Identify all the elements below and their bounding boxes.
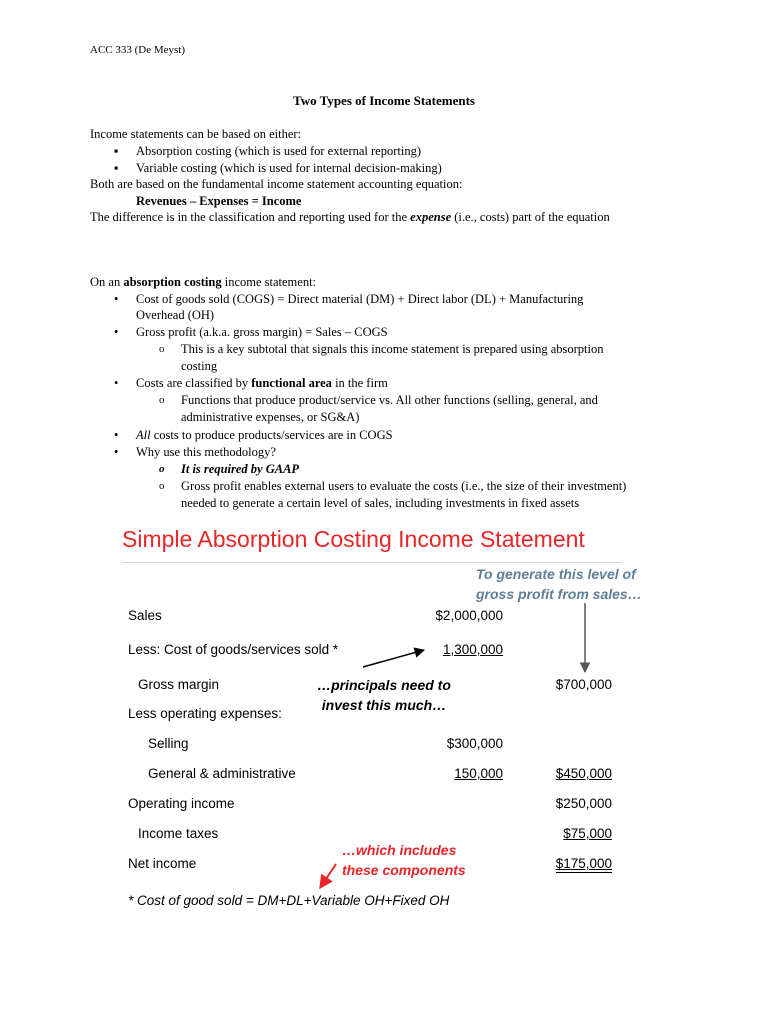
- row-label-sales: Sales: [128, 608, 162, 623]
- total-ga: $450,000: [555, 766, 612, 781]
- list-item: • Why use this methodology?: [136, 444, 276, 461]
- annotation-top: To generate this level of gross profit from sales…: [476, 566, 642, 602]
- row-label-gross-margin: Gross margin: [138, 677, 220, 692]
- list-item: • Costs are classified by functional area in the firm: [136, 375, 388, 392]
- sub-list-item: o Gross profit enables external users to evaluate the costs (i.e., the size of their investment): [181, 478, 626, 495]
- list-item: • Cost of goods sold (COGS) = Direct material (DM) + Direct labor (DL) + Manufacturing: [136, 291, 583, 308]
- total-income-taxes: $75,000: [563, 826, 612, 841]
- row-label-ga: General & administrative: [148, 766, 296, 781]
- total-operating-income: $250,000: [555, 796, 612, 811]
- document-title: Two Types of Income Statements: [293, 93, 475, 108]
- course-header: ACC 333 (De Meyst): [90, 44, 186, 56]
- list-item: ▪ Absorption costing (which is used for external reporting): [136, 143, 421, 160]
- total-gross-margin: $700,000: [555, 677, 612, 692]
- sub-list-item-cont: costing: [181, 359, 218, 373]
- intro-line: Both are based on the fundamental income statement accounting equation:: [90, 177, 463, 191]
- sub-list-item: o This is a key subtotal that signals this income statement is prepared using absorption: [181, 341, 604, 358]
- list-item: ▪ Variable costing (which is used for internal decision-making): [136, 160, 442, 177]
- footnote: * Cost of good sold = DM+DL+Variable OH+Fixed OH: [128, 893, 450, 908]
- equation: Revenues – Expenses = Income: [136, 194, 302, 208]
- list-item: • All costs to produce products/services are in COGS: [136, 427, 393, 444]
- row-label-selling: Selling: [148, 736, 189, 751]
- arrow-down-left-icon: [320, 864, 336, 888]
- total-net-income: $175,000: [555, 856, 612, 871]
- row-label-net-income: Net income: [128, 856, 197, 871]
- arrow-right-icon: [363, 650, 424, 667]
- amount-ga: 150,000: [454, 766, 503, 781]
- sub-list-item: o Functions that produce product/service vs. All other functions (selling, general, and: [181, 392, 598, 409]
- list-item-cont: Overhead (OH): [136, 308, 215, 322]
- sub-list-item-cont: administrative expenses, or SG&A): [181, 410, 360, 424]
- annotation-middle: …principals need to invest this much…: [317, 677, 451, 713]
- difference-line: The difference is in the classification and reporting used for the expense (i.e., costs) part of the equation: [90, 210, 610, 224]
- absorption-lead: On an absorption costing income statement:: [90, 275, 317, 289]
- row-label-cogs: Less: Cost of goods/services sold *: [128, 642, 339, 657]
- amount-selling: $300,000: [446, 736, 503, 751]
- amount-cogs: 1,300,000: [442, 642, 503, 657]
- sub-list-item-cont: needed to generate a certain level of sales, including investments in fixed assets: [181, 496, 580, 510]
- annotation-bottom: …which includes these components: [342, 842, 466, 878]
- sub-list-item: o It is required by GAAP: [181, 461, 299, 478]
- intro-line: Income statements can be based on either:: [90, 127, 302, 141]
- amount-sales: $2,000,000: [435, 608, 503, 623]
- row-label-opex: Less operating expenses:: [128, 706, 282, 721]
- row-label-income-taxes: Income taxes: [138, 826, 219, 841]
- row-label-operating-income: Operating income: [128, 796, 235, 811]
- list-item: • Gross profit (a.k.a. gross margin) = Sales – COGS: [136, 324, 388, 341]
- figure-title: Simple Absorption Costing Income Statement: [122, 526, 585, 552]
